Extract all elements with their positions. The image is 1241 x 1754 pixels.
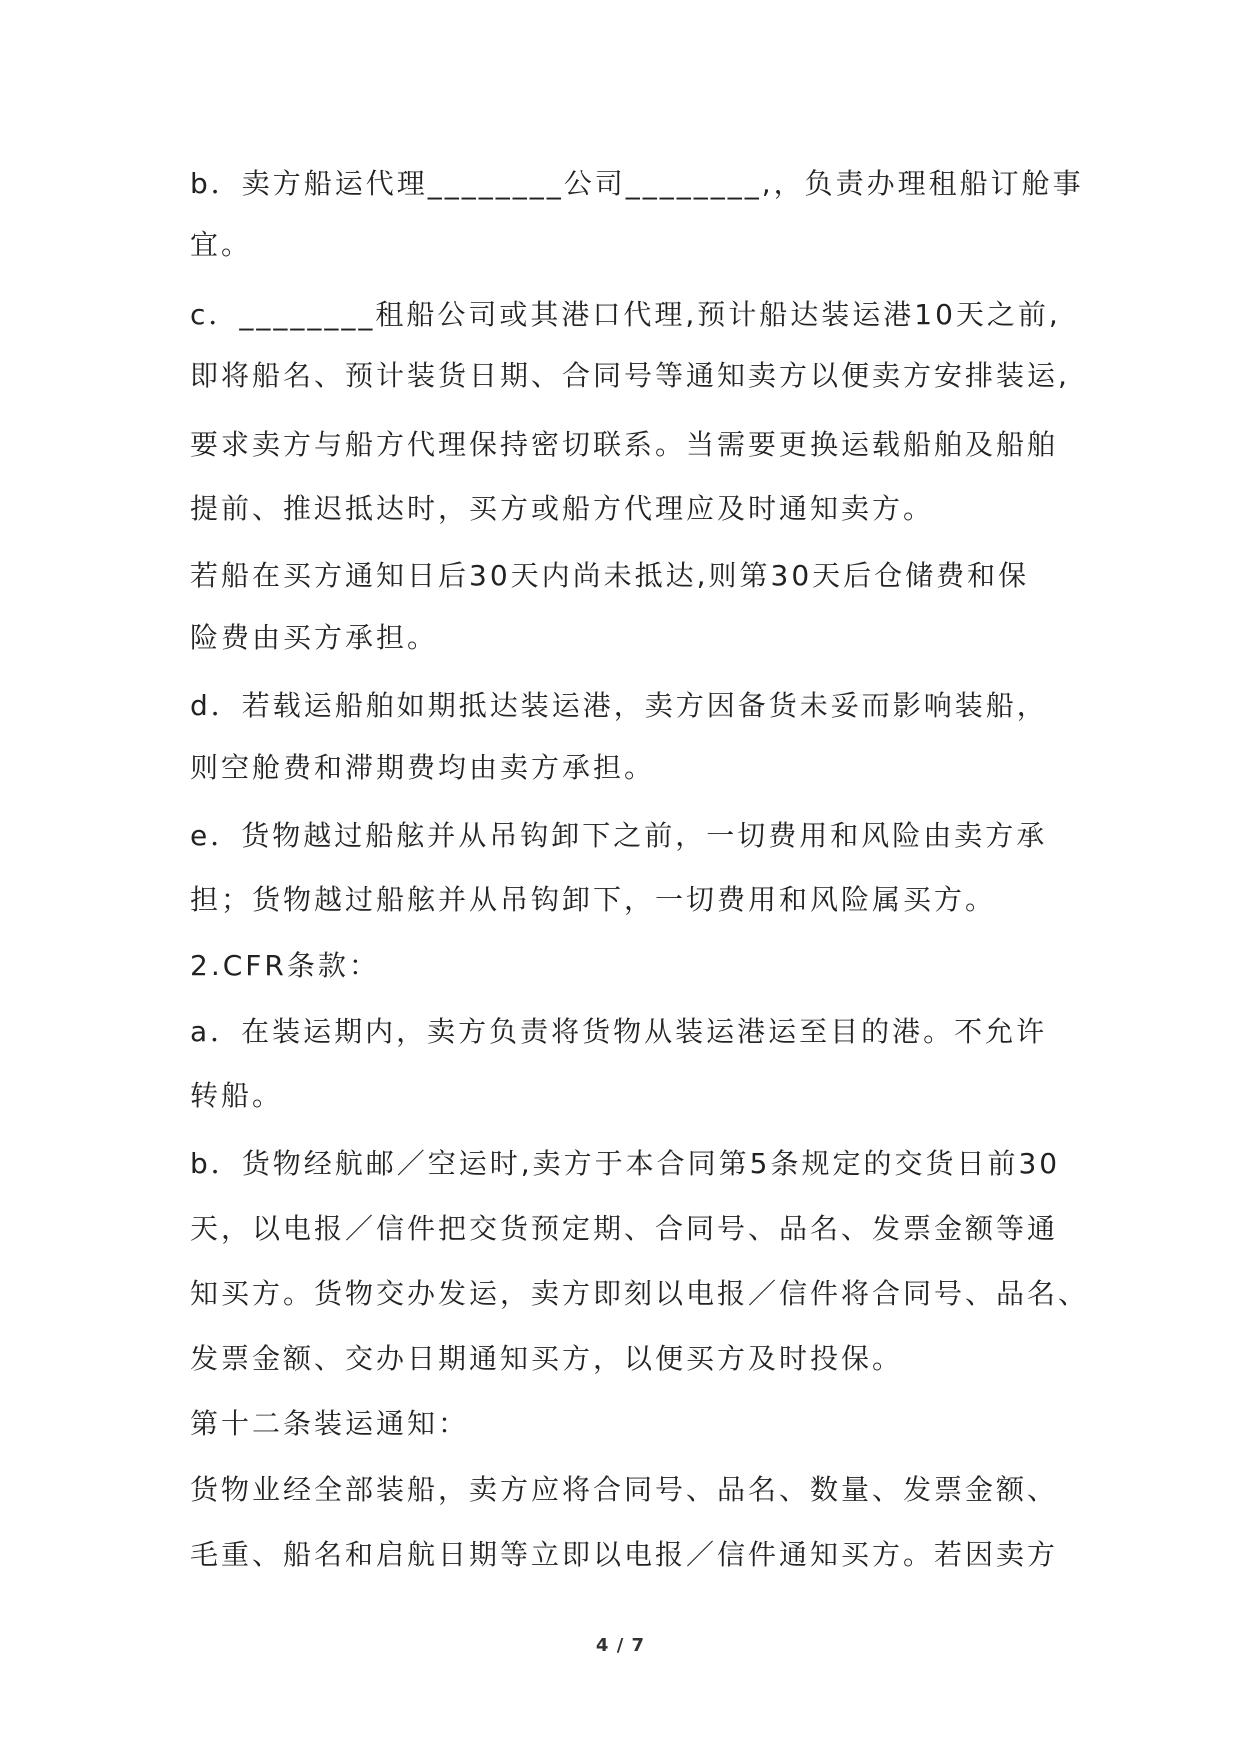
text-line: 天，以电报／信件把交货预定期、合同号、品名、发票金额等通: [190, 1212, 1059, 1245]
text-line: 要求卖方与船方代理保持密切联系。当需要更换运载船舶及船舶: [190, 428, 1059, 461]
text-line: 则空舱费和滞期费均由卖方承担。: [190, 751, 656, 784]
text-line: 若船在买方通知日后30天内尚未抵达,则第30天后仓储费和保: [190, 559, 1030, 592]
text-line: 提前、推迟抵达时，买方或船方代理应及时通知卖方。: [190, 492, 935, 525]
text-line: 担；货物越过船舷并从吊钩卸下，一切费用和风险属买方。: [190, 883, 997, 916]
text-line: e．货物越过船舷并从吊钩卸下之前，一切费用和风险由卖方承: [190, 819, 1048, 852]
page-number: 4 / 7: [595, 1635, 646, 1656]
text-line: c．________租船公司或其港口代理,预计船达装运港10天之前,: [190, 298, 1061, 331]
text-line: d．若载运船舶如期抵达装运港，卖方因备货未妥而影响装船，: [190, 689, 1048, 722]
text-line: 险费由买方承担。: [190, 621, 439, 654]
text-line: 知买方。货物交办发运，卖方即刻以电报／信件将合同号、品名、: [190, 1277, 1090, 1310]
text-line: 即将船名、预计装货日期、合同号等通知卖方以便卖方安排装运,: [190, 359, 1070, 392]
text-line: b．卖方船运代理________公司________,，负责办理租船订舱事: [190, 167, 1084, 200]
text-line: 货物业经全部装船，卖方应将合同号、品名、数量、发票金额、: [190, 1473, 1059, 1506]
text-line: 毛重、船名和启航日期等立即以电报／信件通知买方。若因卖方: [190, 1538, 1059, 1571]
section-heading: 2.CFR条款：: [190, 949, 380, 982]
text-line: a．在装运期内，卖方负责将货物从装运港运至目的港。不允许: [190, 1015, 1048, 1048]
text-line: 宜。: [190, 228, 253, 261]
text-line: 转船。: [190, 1079, 284, 1112]
text-line: 发票金额、交办日期通知买方，以便买方及时投保。: [190, 1342, 904, 1375]
section-heading: 第十二条装运通知：: [190, 1407, 470, 1440]
text-line: b．货物经航邮／空运时,卖方于本合同第5条规定的交货日前30: [190, 1147, 1061, 1180]
